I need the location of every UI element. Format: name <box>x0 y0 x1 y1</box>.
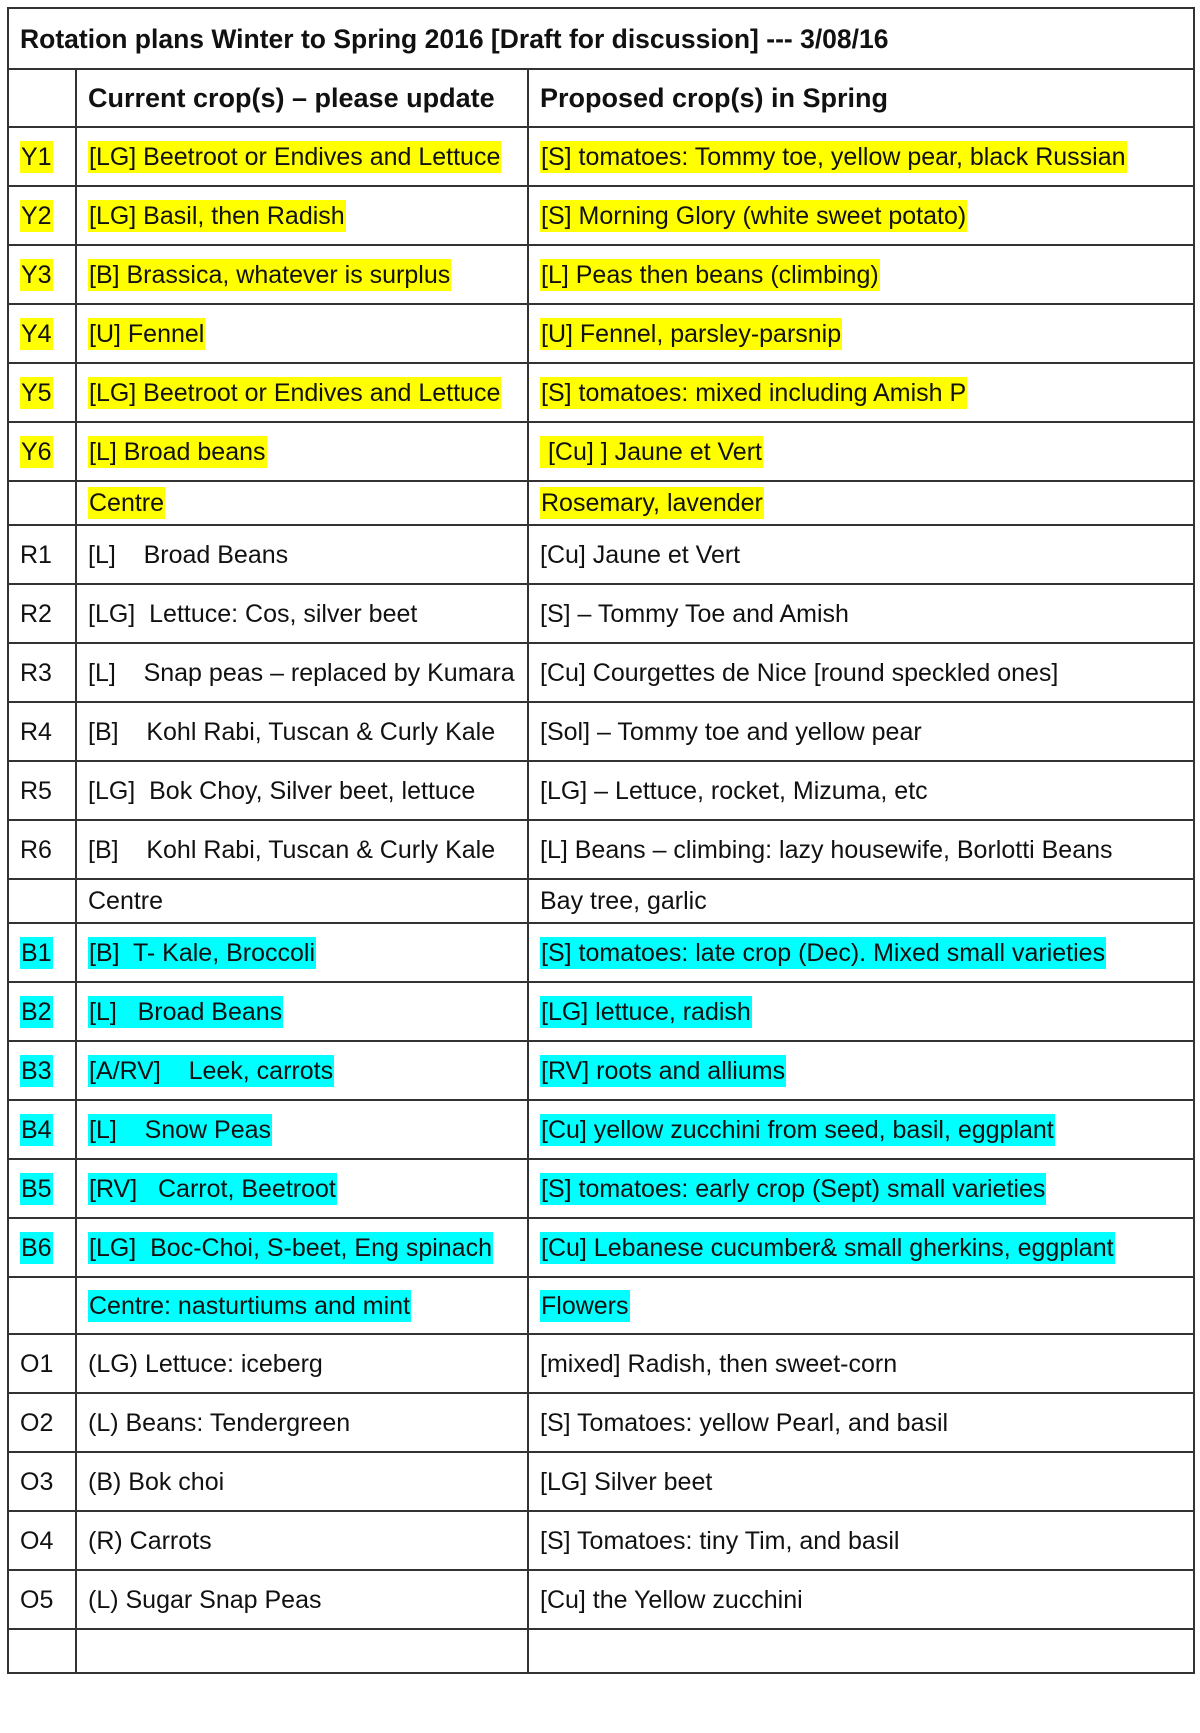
current-crop-text: Centre <box>89 489 165 517</box>
proposed-crop-text: [S] Tomatoes: yellow Pearl, and basil <box>540 1408 949 1437</box>
proposed-crop-text: [S] tomatoes: Tommy toe, yellow pear, black Russian <box>541 142 1126 171</box>
table-row <box>8 1277 1194 1334</box>
bed-id: Y6 <box>21 437 52 466</box>
proposed-crop-text: [LG] Silver beet <box>540 1467 713 1496</box>
proposed-crop-text: [Cu] yellow zucchini from seed, basil, eggplant <box>541 1115 1054 1144</box>
proposed-crop-text: Flowers <box>541 1291 629 1320</box>
proposed-crop-text: [LG] – Lettuce, rocket, Mizuma, etc <box>540 776 928 805</box>
current-crop-cell <box>76 304 528 363</box>
bed-id-cell <box>8 1277 76 1334</box>
table-row <box>8 1334 1194 1393</box>
table-row <box>8 245 1194 304</box>
proposed-crop-text: [S] – Tommy Toe and Amish <box>540 599 849 628</box>
current-crop-text: [U] Fennel <box>89 319 205 348</box>
proposed-crop-cell <box>528 1570 1194 1629</box>
current-crop-cell <box>76 1334 528 1393</box>
bed-id: R4 <box>20 717 52 746</box>
table-row <box>8 584 1194 643</box>
current-crop-text: [RV] Carrot, Beetroot <box>89 1174 336 1203</box>
bed-id-cell <box>8 1159 76 1218</box>
blank-row <box>8 1629 1194 1673</box>
bed-id-cell <box>8 1218 76 1277</box>
bed-id-cell <box>8 525 76 584</box>
bed-id: Y4 <box>21 319 52 348</box>
bed-id: B6 <box>21 1233 52 1262</box>
proposed-crop-cell <box>528 186 1194 245</box>
proposed-crop-text: [S] Tomatoes: tiny Tim, and basil <box>540 1526 900 1555</box>
proposed-crop-text: [L] Peas then beans (climbing) <box>541 260 879 289</box>
proposed-crop-text: [Cu] Courgettes de Nice [round speckled ones] <box>540 658 1059 687</box>
proposed-crop-cell <box>528 923 1194 982</box>
current-crop-cell <box>76 584 528 643</box>
proposed-crop-text: [mixed] Radish, then sweet-corn <box>540 1349 898 1378</box>
current-crop-text: [L] Broad Beans <box>88 540 289 569</box>
bed-id-header <box>8 69 76 127</box>
table-row <box>8 304 1194 363</box>
current-crop-text: [LG] Lettuce: Cos, silver beet <box>88 599 418 628</box>
proposed-crop-cell <box>528 1452 1194 1511</box>
bed-id-cell <box>8 879 76 923</box>
bed-id: O2 <box>20 1408 54 1437</box>
current-crop-cell <box>76 1570 528 1629</box>
current-crop-cell <box>76 1629 528 1673</box>
table-row <box>8 481 1194 525</box>
proposed-crop-text: [Cu] Jaune et Vert <box>540 540 741 569</box>
proposed-crop-text: [S] Morning Glory (white sweet potato) <box>541 201 967 230</box>
current-crop-text: [L] Snap peas – replaced by Kumara <box>88 658 515 687</box>
current-crop-cell <box>76 245 528 304</box>
table-row <box>8 879 1194 923</box>
current-crop-cell <box>76 481 528 525</box>
document-title: Rotation plans Winter to Spring 2016 [Draft for discussion] --- 3/08/16 <box>8 8 1194 69</box>
proposed-crop-text: [Cu] the Yellow zucchini <box>540 1585 803 1614</box>
bed-id-cell <box>8 422 76 481</box>
proposed-crop-cell <box>528 1511 1194 1570</box>
proposed-crop-text: [L] Beans – climbing: lazy housewife, Borlotti Beans <box>540 835 1113 864</box>
table-row <box>8 643 1194 702</box>
current-crop-text: (B) Bok choi <box>88 1467 225 1496</box>
bed-id-cell <box>8 761 76 820</box>
bed-id-cell <box>8 923 76 982</box>
table-row <box>8 1218 1194 1277</box>
bed-id-cell <box>8 127 76 186</box>
current-crop-cell <box>76 1277 528 1334</box>
current-crop-text: [LG] Bok Choy, Silver beet, lettuce <box>88 776 476 805</box>
proposed-crop-cell <box>528 304 1194 363</box>
bed-id: R3 <box>20 658 52 687</box>
bed-id-cell <box>8 245 76 304</box>
bed-id: B3 <box>21 1056 52 1085</box>
bed-id: R6 <box>20 835 52 864</box>
proposed-crop-cell <box>528 422 1194 481</box>
bed-id: Y1 <box>21 142 52 171</box>
proposed-crop-text: [Cu] ] Jaune et Vert <box>541 437 762 466</box>
current-crop-text: [L] Broad Beans <box>89 997 283 1026</box>
bed-id: Y5 <box>21 378 52 407</box>
table-row <box>8 186 1194 245</box>
bed-id-cell <box>8 481 76 525</box>
bed-id-cell <box>8 1100 76 1159</box>
proposed-crop-cell <box>528 584 1194 643</box>
table-row <box>8 1511 1194 1570</box>
bed-id: R2 <box>20 599 52 628</box>
header-row <box>8 69 1194 127</box>
table-row <box>8 127 1194 186</box>
current-crop-cell <box>76 127 528 186</box>
current-crop-cell <box>76 1452 528 1511</box>
bed-id-cell <box>8 820 76 879</box>
current-crop-text: [A/RV] Leek, carrots <box>89 1056 334 1085</box>
proposed-crop-cell <box>528 643 1194 702</box>
current-crop-cell <box>76 1159 528 1218</box>
current-crop-text: (L) Beans: Tendergreen <box>88 1408 351 1437</box>
rotation-plan-document <box>7 7 1193 1674</box>
proposed-crop-text: [Cu] Lebanese cucumber& small gherkins, eggplant <box>541 1233 1114 1262</box>
bed-id: Y2 <box>21 201 52 230</box>
current-crop-text: [L] Snow Peas <box>89 1115 272 1144</box>
bed-id-cell <box>8 982 76 1041</box>
bed-id: O4 <box>20 1526 54 1555</box>
proposed-crop-cell <box>528 1100 1194 1159</box>
proposed-crop-cell <box>528 1277 1194 1334</box>
current-crops-header: Current crop(s) – please update <box>76 69 528 127</box>
current-crop-text: (L) Sugar Snap Peas <box>88 1585 322 1614</box>
bed-id-cell <box>8 1393 76 1452</box>
current-crop-cell <box>76 820 528 879</box>
bed-id-cell <box>8 363 76 422</box>
current-crop-text: [LG] Basil, then Radish <box>89 201 345 230</box>
title-row <box>8 8 1194 69</box>
proposed-crop-cell <box>528 1393 1194 1452</box>
current-crop-text: [LG] Boc-Choi, S-beet, Eng spinach <box>89 1233 492 1262</box>
bed-id-cell <box>8 1511 76 1570</box>
proposed-crop-cell <box>528 363 1194 422</box>
proposed-crop-cell <box>528 127 1194 186</box>
proposed-crop-text: [U] Fennel, parsley-parsnip <box>541 319 842 348</box>
bed-id-cell <box>8 1334 76 1393</box>
current-crop-cell <box>76 643 528 702</box>
proposed-crop-text: [S] tomatoes: early crop (Sept) small varieties <box>541 1174 1046 1203</box>
proposed-crop-cell <box>528 1159 1194 1218</box>
current-crop-cell <box>76 1393 528 1452</box>
current-crop-text: (R) Carrots <box>88 1526 212 1555</box>
bed-id-cell <box>8 304 76 363</box>
rotation-table <box>7 7 1195 1674</box>
current-crop-cell <box>76 982 528 1041</box>
bed-id-cell <box>8 1452 76 1511</box>
table-row <box>8 982 1194 1041</box>
current-crop-cell <box>76 923 528 982</box>
table-row <box>8 1452 1194 1511</box>
table-row <box>8 422 1194 481</box>
proposed-crop-cell <box>528 245 1194 304</box>
table-row <box>8 1159 1194 1218</box>
proposed-crop-text: Bay tree, garlic <box>540 887 707 915</box>
current-crop-cell <box>76 1041 528 1100</box>
bed-id: Y3 <box>21 260 52 289</box>
current-crop-text: [L] Broad beans <box>89 437 266 466</box>
current-crop-text: (LG) Lettuce: iceberg <box>88 1349 323 1378</box>
current-crop-cell <box>76 1100 528 1159</box>
bed-id: O5 <box>20 1585 54 1614</box>
current-crop-text: [LG] Beetroot or Endives and Lettuce <box>89 378 501 407</box>
proposed-crop-cell <box>528 1334 1194 1393</box>
proposed-crop-text: [LG] lettuce, radish <box>541 997 751 1026</box>
table-row <box>8 1393 1194 1452</box>
proposed-crop-cell <box>528 982 1194 1041</box>
table-row <box>8 761 1194 820</box>
table-row <box>8 1570 1194 1629</box>
proposed-crop-cell <box>528 820 1194 879</box>
proposed-crop-text: [S] tomatoes: late crop (Dec). Mixed small varieties <box>541 938 1106 967</box>
proposed-crop-cell <box>528 879 1194 923</box>
table-row <box>8 702 1194 761</box>
bed-id-cell <box>8 186 76 245</box>
current-crop-text: [B] Brassica, whatever is surplus <box>89 260 451 289</box>
proposed-crop-text: [S] tomatoes: mixed including Amish P <box>541 378 967 407</box>
proposed-crop-cell <box>528 525 1194 584</box>
table-row <box>8 525 1194 584</box>
bed-id-cell <box>8 1629 76 1673</box>
bed-id-cell <box>8 702 76 761</box>
current-crop-cell <box>76 1511 528 1570</box>
current-crop-cell <box>76 1218 528 1277</box>
table-row <box>8 363 1194 422</box>
bed-id: B5 <box>21 1174 52 1203</box>
current-crop-text: [B] Kohl Rabi, Tuscan & Curly Kale <box>88 835 496 864</box>
bed-id-cell <box>8 1570 76 1629</box>
current-crop-cell <box>76 879 528 923</box>
table-row <box>8 923 1194 982</box>
current-crop-cell <box>76 525 528 584</box>
proposed-crop-cell <box>528 761 1194 820</box>
table-row <box>8 1041 1194 1100</box>
current-crop-text: [B] Kohl Rabi, Tuscan & Curly Kale <box>88 717 496 746</box>
bed-id: B4 <box>21 1115 52 1144</box>
proposed-crop-text: Rosemary, lavender <box>541 489 763 517</box>
current-crop-cell <box>76 761 528 820</box>
current-crop-text: Centre <box>88 887 164 915</box>
current-crop-cell <box>76 702 528 761</box>
current-crop-cell <box>76 186 528 245</box>
bed-id-cell <box>8 1041 76 1100</box>
bed-id: O3 <box>20 1467 54 1496</box>
table-row <box>8 820 1194 879</box>
proposed-crops-header: Proposed crop(s) in Spring <box>528 69 1194 127</box>
proposed-crop-cell <box>528 702 1194 761</box>
proposed-crop-cell <box>528 481 1194 525</box>
current-crop-cell <box>76 422 528 481</box>
bed-id: B2 <box>21 997 52 1026</box>
proposed-crop-cell <box>528 1629 1194 1673</box>
current-crop-text: Centre: nasturtiums and mint <box>89 1291 410 1320</box>
bed-id: B1 <box>21 938 52 967</box>
current-crop-text: [B] T- Kale, Broccoli <box>89 938 316 967</box>
table-row <box>8 1100 1194 1159</box>
proposed-crop-text: [RV] roots and alliums <box>541 1056 786 1085</box>
bed-id: O1 <box>20 1349 54 1378</box>
current-crop-text: [LG] Beetroot or Endives and Lettuce <box>89 142 501 171</box>
current-crop-cell <box>76 363 528 422</box>
bed-id-cell <box>8 643 76 702</box>
bed-id: R5 <box>20 776 52 805</box>
bed-id: R1 <box>20 540 52 569</box>
proposed-crop-cell <box>528 1218 1194 1277</box>
proposed-crop-text: [Sol] – Tommy toe and yellow pear <box>540 717 922 746</box>
proposed-crop-cell <box>528 1041 1194 1100</box>
bed-id-cell <box>8 584 76 643</box>
